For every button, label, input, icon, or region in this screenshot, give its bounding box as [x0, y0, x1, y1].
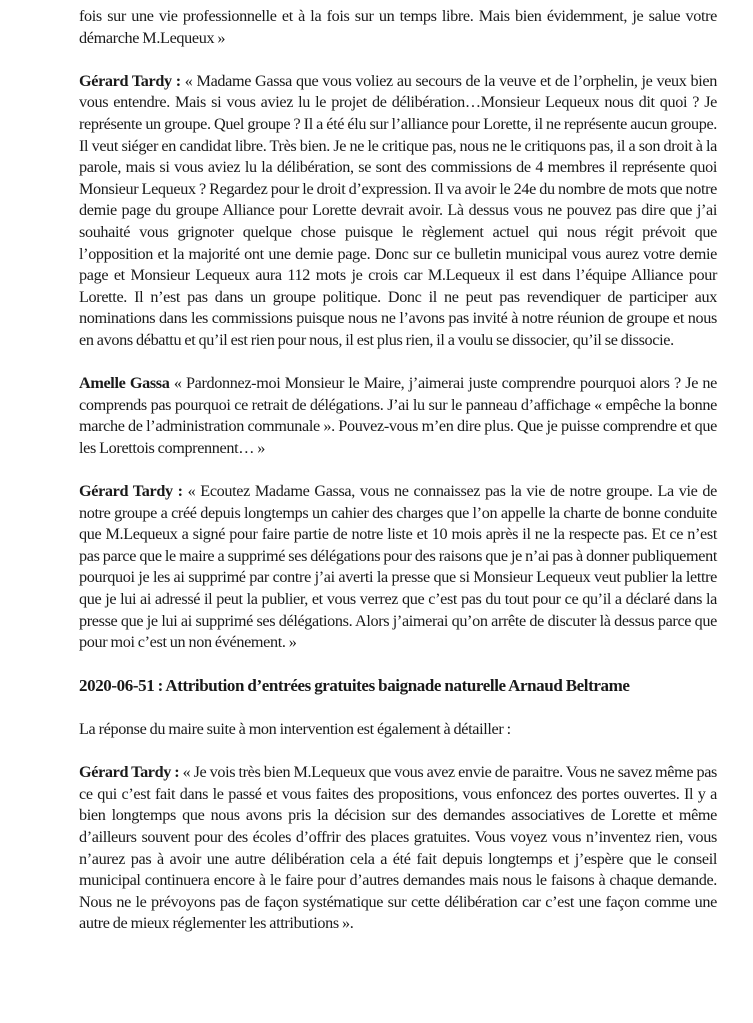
document-page	[79, 6, 717, 957]
paragraph-text: « Je vois très bien M.Lequeux que vous avez envie de paraitre. Vous ne savez même pas ce qui c’est fait dans le passé et vous faites des propositions, vous enfoncez des portes ouvertes. Il y a bien longtemps que nous avons pris la décision sur des demandes associatives de Lorette et même d’ailleurs souvent pour des écoles d’offrir des places gratuites. Vous voyez vous n’inventez rien, vous n’aurez pas à avoir une autre délibération cela a été fait depuis longtemps et j’espère que le conseil municipal continuera encore à le faire pour d’autres demandes mais nous le faisons à chaque demande. Nous ne le prévoyons pas de façon systématique sur cette délibération car c’est une façon comme une autre de mieux réglementer les attributions ».	[79, 763, 717, 933]
speaker-name: Gérard Tardy :	[79, 763, 180, 782]
paragraph-tardy-3	[79, 762, 717, 935]
paragraph-gassa	[79, 373, 717, 459]
paragraph-text: « Pardonnez-moi Monsieur le Maire, j’aimerai juste comprendre pourquoi alors ? Je ne comprends pas pourquoi ce retrait de délégations. J’ai lu sur le panneau d’affichage « empêche la bonne marche de l’administration communale ». Pouvez-vous m’en dire plus. Que je puisse comprendre et que les Lorettois comprennent… »	[79, 374, 717, 457]
paragraph-tardy-1	[79, 71, 717, 352]
speaker-name: Gérard Tardy :	[79, 482, 183, 501]
paragraph-text: « Madame Gassa que vous voliez au secours de la veuve et de l’orphelin, je veux bien vous entendre. Mais si vous aviez lu le projet de délibération…Monsieur Lequeux nous dit quoi ? Je représente un groupe. Quel groupe ? Il a été élu sur l’alliance pour Lorette, il ne représente aucun groupe. Il veut siéger en candidat libre. Très bien. Je ne le critique pas, nous ne le critiquons pas, il a son droit à la parole, mais si vous aviez lu la délibération, se sont des commissions de 4 membres il représente quoi Monsieur Lequeux ? Regardez pour le droit d’expression. Il va avoir le 24e du nombre de mots que notre demie page du groupe Alliance pour Lorette devrait avoir. Là dessus vous ne pouvez pas dire que j’ai souhaité vous grignoter quelque chose puisque le règlement actuel qui nous régit prévoit que l’opposition et la majorité ont une demie page. Donc sur ce bulletin municipal vous aurez votre demie page et Monsieur Lequeux aura 112 mots je crois car M.Lequeux il est dans l’équipe Alliance pour Lorette. Il n’est pas dans un groupe politique. Donc il ne peut pas revendiquer de participer aux nominations dans les commissions puisque nous ne l’avons pas invité à notre réunion de groupe et nous en avons débattu et qu’il est rien pour nous, il est plus rien, il a voulu se dissocier, qu’il se dissocie.	[79, 71, 718, 349]
speaker-name: Amelle Gassa	[79, 374, 170, 393]
intro-line: La réponse du maire suite à mon intervention est également à détailler :	[79, 720, 511, 738]
paragraph-text: « Ecoutez Madame Gassa, vous ne connaissez pas la vie de notre groupe. La vie de notre groupe a créé depuis longtemps un cahier des charges que l’on appelle la charte de bonne conduite que M.Lequeux a signé pour faire partie de notre liste et 10 mois après il ne la respecte pas. Et ce n’est pas parce que le maire a supprimé ses délégations pour des raisons que je n’ai pas à donner publiquement pourquoi je les ai supprimé par contre j’ai averti la presse que si Monsieur Lequeux veut publier la lettre que je lui ai adressé il peut la publier, et vous verrez que c’est pas du tout pour ce qu’il a déclaré dans la presse que je lui ai supprimé ses délégations. Alors j’aimerai qu’on arrête de discuter là dessus parce que pour moi c’est un non événement. »	[79, 482, 718, 652]
paragraph-tardy-2	[79, 481, 717, 654]
paragraph-continuation	[79, 6, 717, 49]
speaker-name: Gérard Tardy :	[79, 71, 181, 90]
section-heading: 2020-06-51 : Attribution d’entrées gratuites baignade naturelle Arnaud Beltrame	[79, 676, 630, 696]
paragraph-text: fois sur une vie professionnelle et à la fois sur un temps libre. Mais bien évidemment, je salue votre démarche M.Lequeux »	[79, 7, 717, 47]
